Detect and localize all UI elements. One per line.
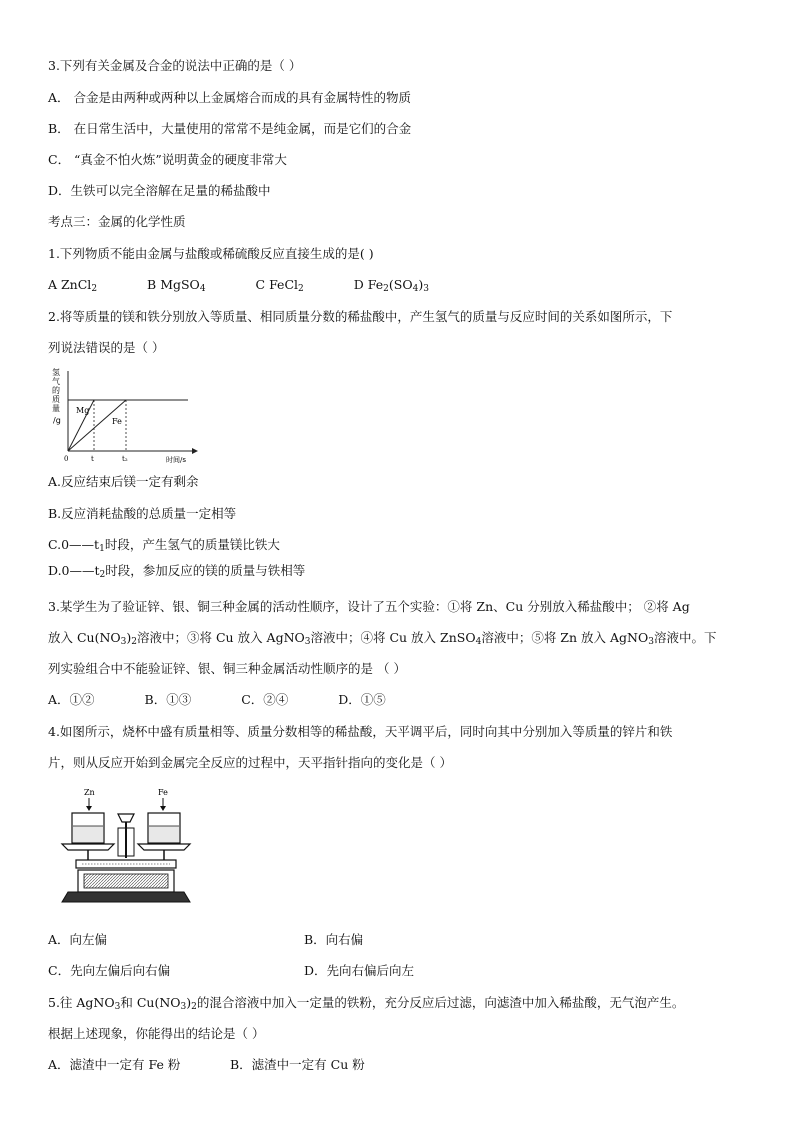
section-heading: 考点三：金属的化学性质 — [48, 214, 186, 229]
origin-label: 0 — [64, 455, 69, 463]
y-label-1: 氢 — [52, 368, 60, 377]
x-label: 时间/s — [166, 456, 187, 463]
balance-illustration — [56, 786, 196, 916]
q3b-option-a: A．①② — [48, 692, 95, 707]
y-label-5: 量 — [52, 404, 60, 413]
zn-arrowhead — [86, 806, 92, 811]
q1-option-c: C FeCl$_2$ — [255, 277, 304, 294]
t2-label: t₂ — [122, 455, 128, 463]
q2-option-b: B.反应消耗盐酸的总质量一定相等 — [48, 506, 237, 521]
q4-stem-line2: 片，则从反应开始到金属完全反应的过程中，天平指针指向的变化是（ ） — [48, 755, 452, 770]
y-label-unit: /g — [53, 416, 61, 425]
q2-option-c: $C.0——t_1$时段，产生氢气的质量镁比铁大 — [48, 537, 280, 554]
q4-options-row1 — [48, 932, 754, 948]
q3a-option-c: C． “真金不怕火炼”说明黄金的硬度非常大 — [48, 152, 287, 167]
q5-option-a: A．滤渣中一定有 Fe 粉 — [48, 1057, 181, 1072]
q3b-stem-line2: 放入 $Cu(NO_3)_2$溶液中；③将 Cu 放入 AgNO$_3$溶液中；④将 Cu 放入 ZnSO$_4$溶液中；⑤将 Zn 放入 AgNO$_3$溶液中。下 — [48, 630, 717, 647]
mg-label: Mg — [76, 406, 90, 415]
q2-stem-line1: 2.将等质量的镁和铁分别放入等质量、相同质量分数的稀盐酸中，产生氢气的质量与反应时间的关系如图所示，下 — [48, 309, 673, 324]
q3a-stem: 3.下列有关金属及合金的说法中正确的是（ ） — [48, 58, 302, 73]
y-label-3: 的 — [52, 386, 60, 395]
q1-options — [48, 277, 754, 293]
right-pan — [138, 844, 190, 850]
q5-options — [48, 1057, 754, 1073]
hydrogen-time-graph — [50, 365, 200, 463]
base-foot — [62, 892, 190, 902]
q5-option-b: B．滤渣中一定有 Cu 粉 — [230, 1057, 365, 1072]
q3b-option-d: D．①⑤ — [338, 692, 386, 707]
q4-option-d: D．先向右偏后向左 — [303, 963, 415, 978]
base-panel — [84, 874, 168, 888]
right-acid — [149, 826, 179, 842]
pointer-top — [118, 814, 134, 822]
q3a-option-b: B． 在日常生活中，大量使用的常常不是纯金属，而是它们的合金 — [48, 121, 412, 136]
q3b-option-b: B．①③ — [144, 692, 192, 707]
q1-option-a: A ZnCl$_2$ — [48, 277, 98, 294]
fe-label: Fe — [112, 417, 122, 426]
q5-stem-line1: 5.往 AgNO$_3$和 $Cu(NO_3)_2$的混合溶液中加入一定量的铁粉，充分反应后过滤，向滤渣中加入稀盐酸，无气泡产生。 — [48, 995, 685, 1012]
x-axis-arrow — [192, 448, 198, 454]
q2-option-d: $D.0——t_2$时段，参加反应的镁的质量与铁相等 — [48, 563, 306, 580]
q1-option-d: D $Fe_2(SO_4)_3$ — [353, 277, 429, 294]
q3b-options — [48, 692, 754, 708]
q4-option-a: A．向左偏 — [48, 932, 108, 947]
q3a-option-a: A． 合金是由两种或两种以上金属熔合而成的具有金属特性的物质 — [48, 90, 412, 105]
fe-label: Fe — [158, 788, 168, 797]
fe-arrowhead — [160, 806, 166, 811]
y-label-4: 质 — [52, 395, 60, 404]
q5-stem-line2: 根据上述现象，你能得出的结论是（ ） — [48, 1026, 265, 1041]
q3a-option-d: D．生铁可以完全溶解在足量的稀盐酸中 — [48, 183, 271, 198]
t1-label: t — [91, 455, 94, 463]
q4-option-c: C．先向左偏后向右偏 — [48, 963, 171, 978]
y-label-2: 气 — [52, 377, 60, 386]
q3b-option-c: C．②④ — [241, 692, 289, 707]
q2-stem-line2: 列说法错误的是（ ） — [48, 340, 165, 355]
left-acid — [73, 826, 103, 842]
q1-option-b: B MgSO$_4$ — [147, 277, 206, 294]
q4-option-b: B．向右偏 — [303, 932, 364, 947]
zn-label: Zn — [84, 788, 95, 797]
q1-stem: 1.下列物质不能由金属与盐酸或稀硫酸反应直接生成的是( ) — [48, 246, 374, 261]
q3b-stem-line3: 列实验组合中不能验证锌、银、铜三种金属活动性顺序的是 （ ） — [48, 661, 406, 676]
q2-option-a: A.反应结束后镁一定有剩余 — [48, 474, 199, 489]
q3b-stem-line1: 3.某学生为了验证锌、银、铜三种金属的活动性顺序，设计了五个实验：①将 Zn、Cu 分别放入稀盐酸中； ②将 Ag — [48, 599, 690, 614]
left-pan — [62, 844, 114, 850]
q4-stem-line1: 4.如图所示，烧杯中盛有质量相等、质量分数相等的稀盐酸，天平调平后，同时向其中分别加入等质量的锌片和铁 — [48, 724, 673, 739]
q4-options-row2 — [48, 963, 754, 979]
